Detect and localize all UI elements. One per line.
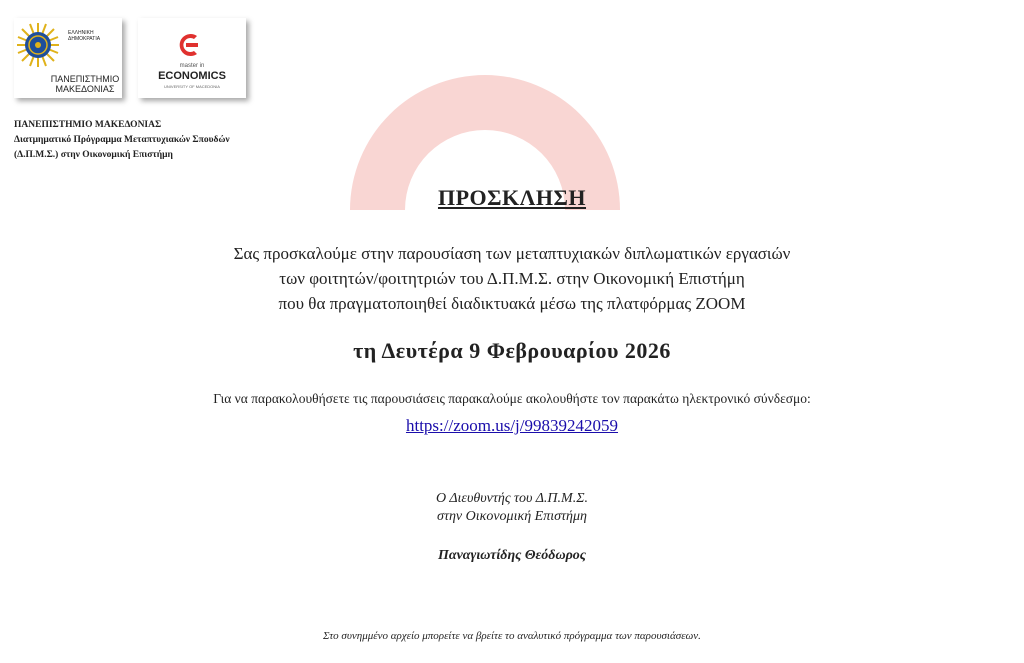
economics-title: ECONOMICS <box>158 70 226 82</box>
intro-line: Σας προσκαλούμε στην παρουσίαση των μεταπτυχιακών διπλωματικών εργασιών <box>233 244 791 263</box>
economics-subtitle: UNIVERSITY OF MACEDONIA <box>164 84 220 89</box>
invitation-intro <box>0 241 1024 316</box>
economics-master-label: master in <box>179 63 205 69</box>
zoom-link[interactable]: https://zoom.us/j/99839242059 <box>405 416 619 435</box>
director-title-line: στην Οικονομική Επιστήμη <box>437 509 587 524</box>
university-small-line: ΔΗΜΟΚΡΑΤΙΑ <box>68 36 101 42</box>
header-line: ΠΑΝΕΠΙΣΤΗΜΙΟ ΜΑΚΕΔΟΝΙΑΣ <box>14 120 162 130</box>
university-logo <box>14 18 122 98</box>
intro-line: που θα πραγματοποιηθεί διαδικτυακά μέσω της πλατφόρμας ZOOM <box>278 294 746 313</box>
director-title-line: Ο Διευθυντής του Δ.Π.Μ.Σ. <box>435 491 589 506</box>
economics-program-logo <box>138 18 246 98</box>
economics-logo-icon <box>174 30 204 60</box>
event-date: τη Δευτέρα 9 Φεβρουαρίου 2026 <box>353 338 671 363</box>
university-name-line: ΜΑΚΕΔΟΝΙΑΣ <box>55 84 115 94</box>
intro-line: των φοιτητών/φοιτητριών του Δ.Π.Μ.Σ. στην Οικονομική Επιστήμη <box>279 269 745 288</box>
university-name <box>48 74 122 94</box>
zoom-link-row <box>0 416 1024 436</box>
university-small-line: ΕΛΛΗΝΙΚΗ <box>68 30 94 36</box>
director-title <box>0 490 1024 526</box>
university-seal-icon <box>16 22 60 68</box>
instructions-text: Για να παρακολουθήσετε τις παρουσιάσεις παρακαλούμε ακολουθήστε τον παρακάτω ηλεκτρονικό σύνδεσμο: <box>213 391 811 406</box>
director-name: Παναγιωτίδης Θεόδωρος <box>437 548 587 563</box>
university-small-text <box>68 30 120 42</box>
invitation-title: ΠΡΟΣΚΛΗΣΗ <box>437 185 587 210</box>
institution-header <box>14 118 230 163</box>
university-name-line: ΠΑΝΕΠΙΣΤΗΜΙΟ <box>50 74 120 84</box>
attachment-note: Στο συνημμένο αρχείο μπορείτε να βρείτε το αναλυτικό πρόγραμμα των παρουσιάσεων. <box>323 630 701 642</box>
header-line: Διατμηματικό Πρόγραμμα Μεταπτυχιακών Σπουδών <box>14 135 230 145</box>
header-line: (Δ.Π.Μ.Σ.) στην Οικονομική Επιστήμη <box>14 150 173 160</box>
